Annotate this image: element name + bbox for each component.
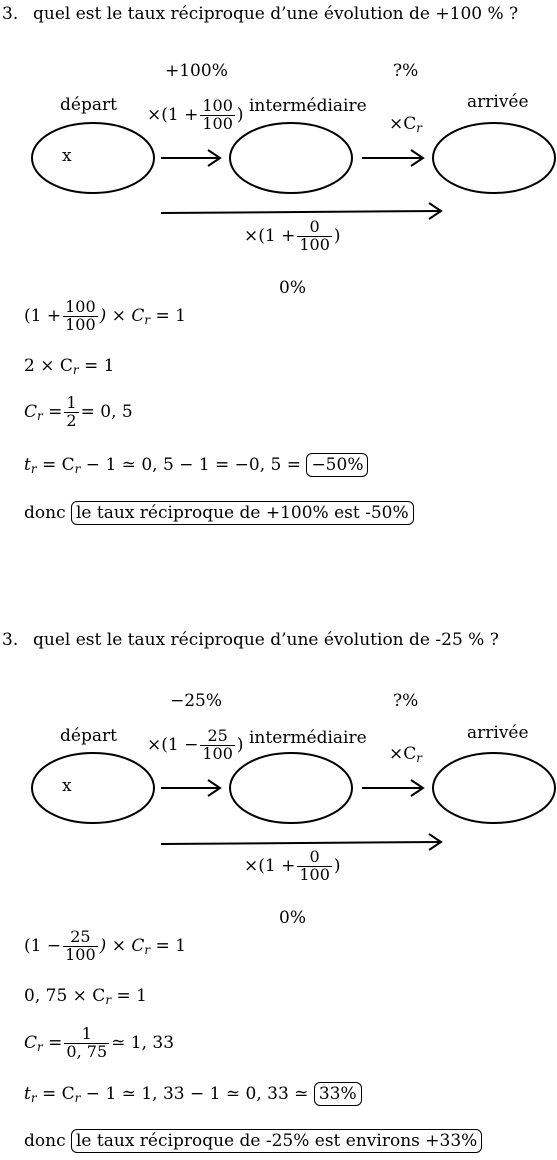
pct-right-label: ?% [393, 691, 419, 711]
equation-line-3: $C_r$ = $\frac{1}{2}$ = 0, 5 [24, 393, 133, 430]
bottom-pct-label: 0% [279, 278, 306, 298]
ellipse-arrivee [433, 753, 555, 823]
ellipse-depart [32, 753, 154, 823]
bottom-pct-label: 0% [279, 908, 306, 928]
x-label: x [62, 146, 72, 166]
arrow-1 [161, 780, 220, 796]
multiplier-right: $\times C_r$ [389, 744, 423, 765]
equation-line-3: $C_r$ = $\frac{1}{0, 75}$ ≃ 1, 33 [24, 1024, 175, 1061]
result-box: −50% [306, 453, 368, 477]
multiplier-bottom: ×(1 + $\frac{0}{100}$ ) [244, 847, 341, 884]
pct-left-label: −25% [170, 691, 223, 711]
ellipse-intermediaire [230, 753, 352, 823]
arrow-2 [362, 780, 423, 796]
donc-label: donc [24, 503, 66, 523]
ellipse-intermediaire [230, 123, 352, 193]
donc-label: donc [24, 1131, 66, 1151]
label-arrivee: arrivée [467, 92, 529, 112]
question-number: 3. [2, 4, 19, 24]
conclusion-line [24, 505, 414, 522]
label-intermediaire: intermédiaire [249, 96, 367, 116]
equation-line-2: 0, $75 \times C_r = 1$ [24, 986, 147, 1007]
pct-left-label: +100% [165, 61, 228, 81]
conclusion-box: le taux réciproque de +100% est -50% [71, 501, 414, 525]
pct-right-label: ?% [393, 61, 419, 81]
label-arrivee: arrivée [467, 723, 529, 743]
multiplier-bottom: ×(1 + $\frac{0}{100}$ ) [244, 217, 341, 254]
ellipse-depart [32, 123, 154, 193]
conclusion-box: le taux réciproque de -25% est environs +33% [71, 1129, 482, 1153]
arrow-1 [161, 150, 220, 166]
label-intermediaire: intermédiaire [249, 728, 367, 748]
x-label: x [62, 776, 72, 796]
label-depart: départ [60, 95, 117, 115]
result-box: 33% [314, 1082, 362, 1106]
multiplier-right: $\times C_r$ [389, 114, 423, 135]
label-depart: départ [60, 726, 117, 746]
equation-line-1: (1 + $\frac{100}{100}$ ) × $C_r = 1$ [24, 297, 186, 334]
question-text: quel est le taux réciproque d’une évolution de +100 % ? [33, 4, 519, 24]
ellipse-arrivee [433, 123, 555, 193]
question-text: quel est le taux réciproque d’une évolution de -25 % ? [33, 630, 499, 650]
conclusion-line [24, 1133, 482, 1150]
multiplier-left: ×(1 + $\frac{100}{100}$ ) [147, 96, 244, 133]
arrow-bottom [161, 203, 441, 219]
equation-line-2: $2 \times C_r = 1$ [24, 356, 115, 377]
multiplier-left: ×(1 − $\frac{25}{100}$ ) [147, 726, 244, 763]
equation-line-1: (1 − $\frac{25}{100}$ ) × $C_r = 1$ [24, 927, 186, 964]
question-number: 3. [2, 630, 19, 650]
arrow-bottom [161, 834, 441, 850]
equation-line-4: $t_r = C_r - 1$ ≃ 1, 33 − 1 ≃ 0, 33 ≃ 33% [24, 1086, 362, 1104]
equation-line-4: $t_r = C_r - 1$ ≃ 0, 5 − 1 = −0, 5 = −50% [24, 457, 368, 475]
arrow-2 [362, 150, 423, 166]
